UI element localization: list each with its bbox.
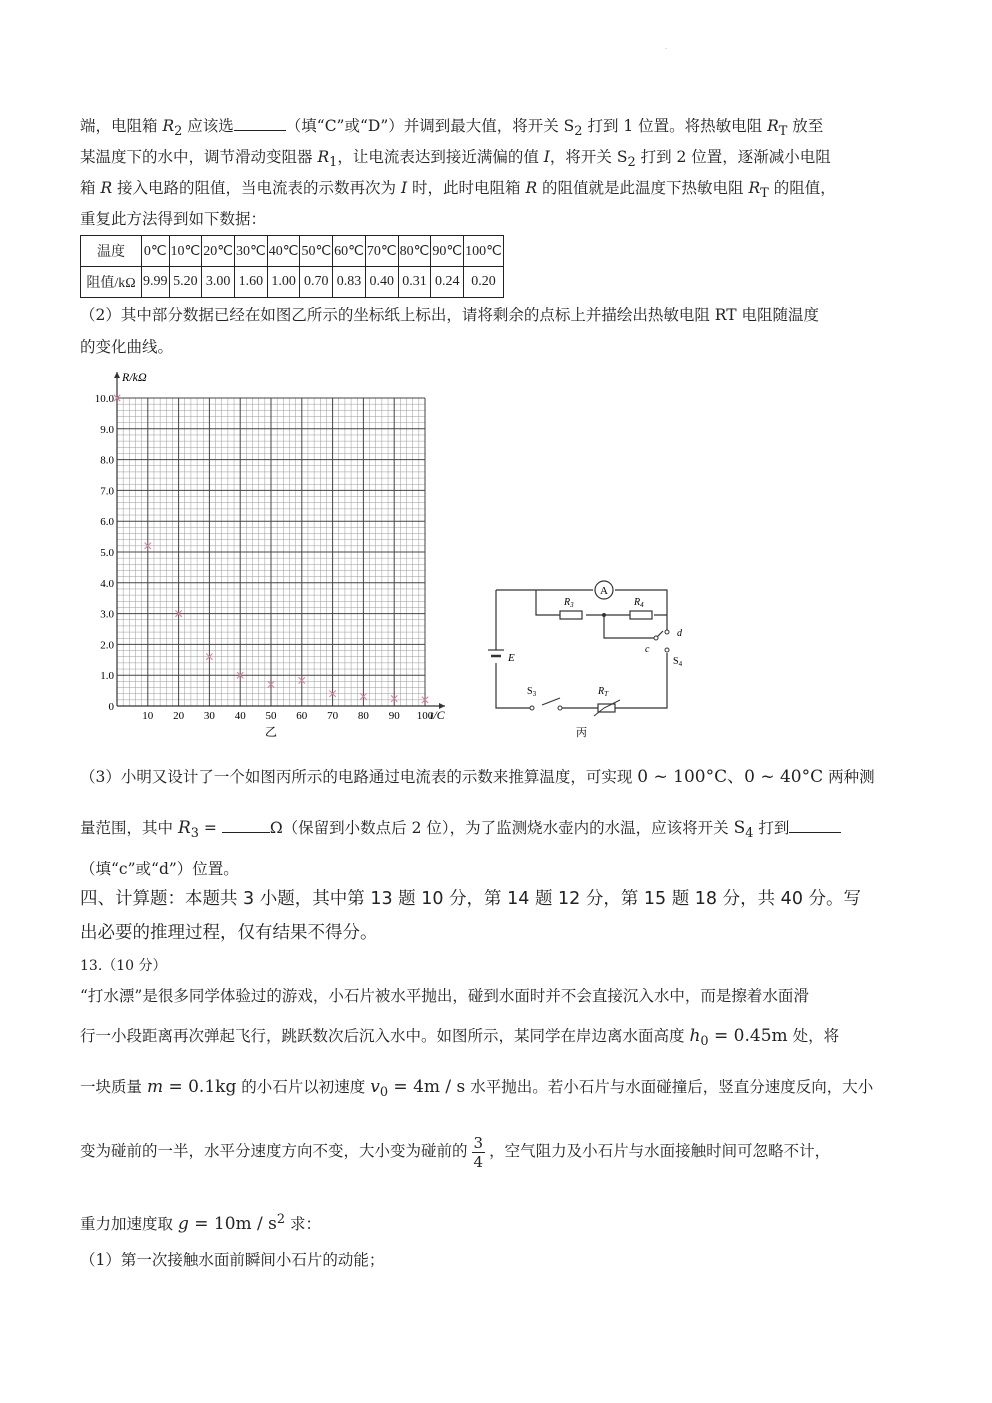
section4-heading-line2: 出必要的推理过程，仅有结果不得分。 [80, 923, 378, 943]
r3-label: R [564, 597, 571, 608]
table-cell: 100℃ [464, 236, 504, 267]
y-tick-label: 7.0 [100, 485, 114, 498]
table-cell: 0℃ [142, 236, 170, 267]
circuit-diagram [480, 570, 700, 745]
contact-d-label: d [677, 628, 682, 639]
q3-line1: （3）小明又设计了一个如图丙所示的电路通过电流表的示数来推算温度，可实现 0 ~ 100°C、0 ~ 40°C 两种测 [80, 767, 875, 787]
table-cell: 20℃ [202, 236, 235, 267]
y-tick-label: 5.0 [100, 547, 114, 559]
x-tick-label: 20 [173, 710, 185, 722]
y-axis-arrow [114, 372, 120, 378]
table-cell: 10℃ [169, 236, 202, 267]
y-tick-label: 2.0 [100, 639, 114, 652]
table-cell: 9.99 [142, 267, 170, 298]
table-cell: 90℃ [431, 236, 464, 267]
svg-text:RT: $R_T$ [598, 686, 609, 698]
table-cell: 0.24 [431, 267, 464, 298]
data-table [80, 235, 504, 298]
answer-blank[interactable] [234, 116, 286, 131]
x-tick-label: 70 [327, 710, 339, 722]
table-cell: 60℃ [333, 236, 366, 267]
table-cell: 阻值/kΩ [81, 267, 142, 298]
q3-line2: 量范围，其中 $R_3 = \Omega$（保留到小数点后 2 位），为了监测烧水壶内的水温，应该将开关 $S_4$ 打到 [80, 818, 841, 844]
svg-text:R4: $R_4$ [634, 597, 644, 609]
y-tick-label: 3.0 [100, 608, 114, 621]
y-tick-label: 1.0 [100, 670, 114, 683]
x-tick-label: 10 [142, 710, 154, 722]
table-cell: 30℃ [234, 236, 267, 267]
x-axis-label: t/C [430, 708, 445, 722]
r4-label: R [634, 597, 641, 608]
battery-label: E [508, 652, 515, 664]
x-tick-label: 50 [265, 710, 277, 722]
svg-text:S3: $S_3$ [527, 686, 537, 698]
rt-label: R [598, 686, 605, 697]
table-cell: 0.20 [464, 267, 504, 298]
x-tick-label: 80 [357, 710, 369, 722]
fraction: $\frac{3}{4}$ [473, 1133, 484, 1171]
s3-label: S [527, 686, 533, 697]
answer-blank[interactable] [222, 818, 270, 833]
q13-question1: （1）第一次接触水面前瞬间小石片的动能； [80, 1251, 385, 1269]
table-cell: 0.40 [365, 267, 398, 298]
table-row-temperature [81, 236, 504, 267]
x-tick-label: 60 [296, 710, 308, 722]
para1-line1: 端，电阻箱 $R_2$ 应该选 （填“C”或“D”）并调到最大值，将开关 $S_2$ 打到 1 位置。将热敏电阻 $R_T$ 放至 [80, 117, 824, 140]
svg-text:R3: $R_3$ [564, 597, 574, 609]
para1-line2: 某温度下的水中，调节滑动变阻器 $R_1$，让电流表达到接近满偏的值 I，将开关 $S_2$ 打到 2 位置，逐渐减小电阻 [80, 148, 831, 171]
x-tick-label: 90 [388, 710, 400, 722]
table-cell: 70℃ [365, 236, 398, 267]
y-tick-label: 0 [108, 701, 114, 713]
resistance-temperature-chart [80, 360, 470, 745]
s4-label: S [673, 656, 679, 667]
y-tick-label: 4.0 [100, 577, 114, 590]
answer-blank[interactable] [789, 818, 841, 833]
x-tick-label: 30 [203, 710, 215, 722]
section4-heading-line1: 四、计算题：本题共 3 小题，其中第 13 题 10 分，第 14 题 12 分，第 15 题 18 分，共 40 分。写 [80, 889, 862, 909]
q2-line2: 的变化曲线。 [80, 338, 174, 356]
y-tick-label: 10.0 [94, 393, 114, 405]
contact-c-label: c [645, 644, 650, 655]
q13-line2: 行一小段距离再次弹起飞行，跳跃数次后沉入水中。如图所示，某同学在岸边离水面高度 $h_0 = 0.45m$ 处，将 [80, 1026, 840, 1050]
table-cell: 0.70 [300, 267, 333, 298]
q3-line3: （填“c”或“d”）位置。 [80, 860, 239, 878]
q13-line3: 一块质量 m = 0.1kg 的小石片以初速度 $v_0 = 4m / s$ 水平抛出。若小石片与水面碰撞后，竖直分速度反向，大小 [80, 1077, 874, 1101]
y-tick-label: 8.0 [100, 454, 114, 467]
table-cell: 80℃ [398, 236, 431, 267]
table-row-resistance [81, 267, 504, 298]
svg-text:S4: $S_4$ [673, 656, 683, 668]
y-axis-label: R/kΩ [122, 370, 147, 384]
table-cell: 1.00 [267, 267, 300, 298]
para1-line3: 箱 R 接入电路的阻值，当电流表的示数再次为 I 时，此时电阻箱 R 的阻值就是此温度下热敏电阻 $R_T$ 的阻值， [80, 179, 836, 202]
ammeter-label: A [600, 585, 608, 597]
table-cell: 1.60 [234, 267, 267, 298]
table-cell: 5.20 [169, 267, 202, 298]
table-cell: 温度 [81, 236, 142, 267]
q2-line1: （2）其中部分数据已经在如图乙所示的坐标纸上标出，请将剩余的点标上并描绘出热敏电阻 RT 电阻随温度 [80, 306, 819, 324]
circuit-caption: 丙 [576, 727, 587, 739]
q13-header: 13.（10 分） [80, 958, 167, 974]
table-cell: 40℃ [267, 236, 300, 267]
q13-line4: 变为碰前的一半，水平分速度方向不变，大小变为碰前的 $\frac{3}{4}$ ，空气阻力及小石片与水面接触时间可忽略不计， [80, 1133, 831, 1171]
x-tick-label: 40 [234, 710, 246, 722]
top-dot: . [665, 44, 667, 51]
chart-caption: 乙 [265, 725, 278, 739]
table-cell: 0.31 [398, 267, 431, 298]
y-tick-label: 6.0 [100, 516, 114, 529]
para1-line4: 重复此方法得到如下数据： [80, 210, 267, 228]
table-cell: 0.83 [333, 267, 366, 298]
y-tick-label: 9.0 [100, 423, 114, 436]
q13-line1: “打水漂”是很多同学体验过的游戏，小石片被水平抛出，碰到水面时并不会直接沉入水中，而是擦着水面滑 [80, 987, 809, 1005]
x-tick-label: 100 [416, 710, 434, 722]
table-cell: 3.00 [202, 267, 235, 298]
q13-line5: 重力加速度取 $g = 10m / s^2$ 求： [80, 1212, 322, 1235]
table-cell: 50℃ [300, 236, 333, 267]
